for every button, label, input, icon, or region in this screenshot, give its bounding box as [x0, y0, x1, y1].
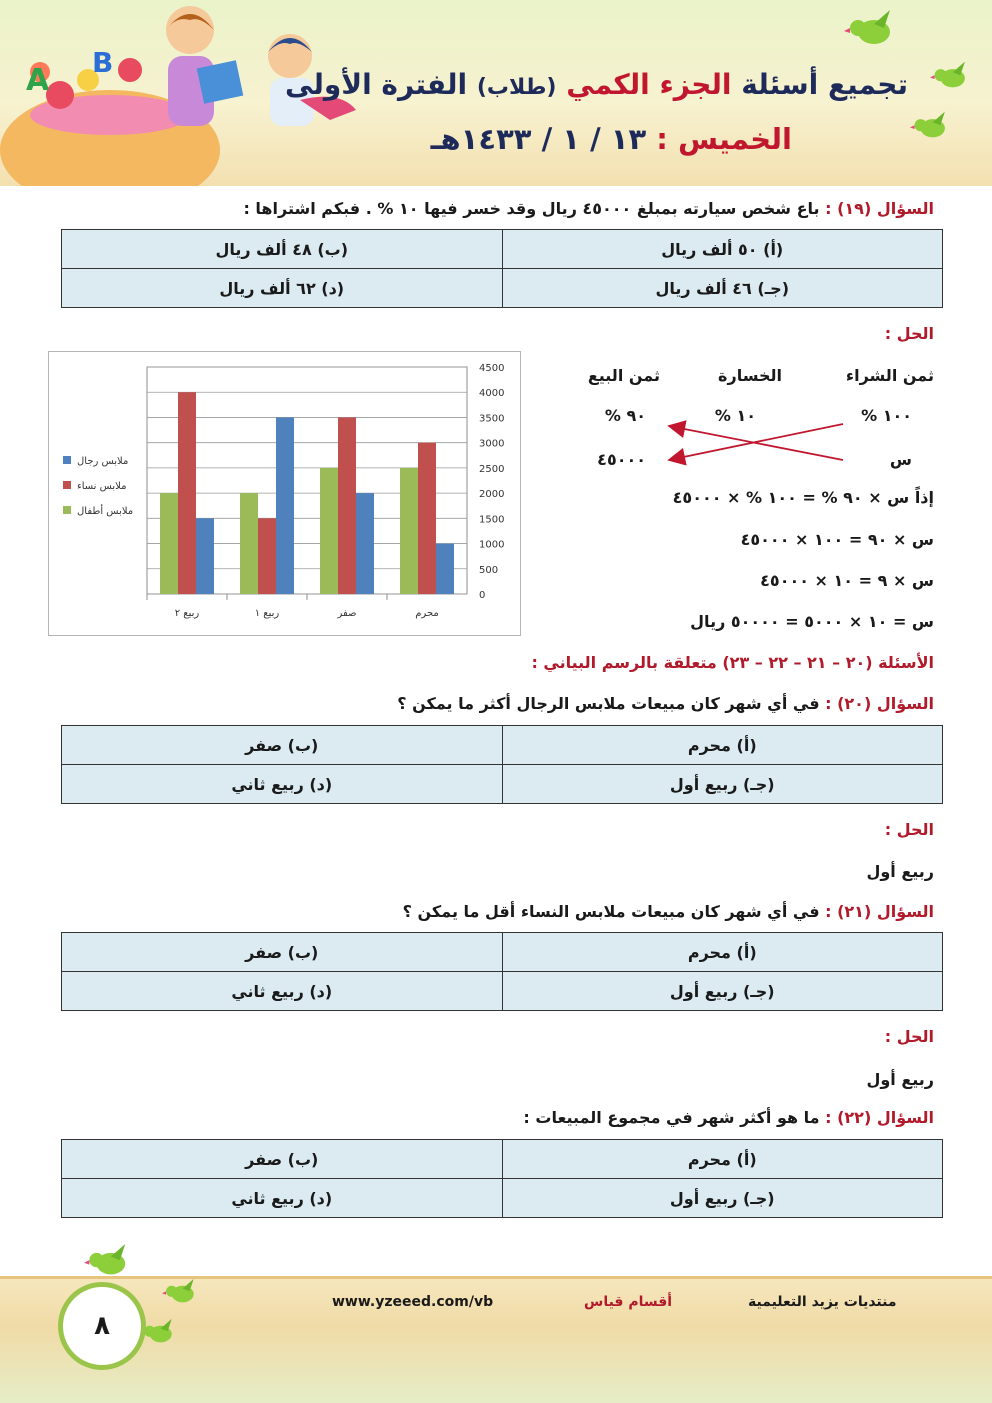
solution-label: الحل : — [884, 1027, 934, 1046]
page-date — [431, 122, 792, 156]
y-tick-label: 4000 — [479, 388, 505, 400]
bar — [240, 493, 258, 594]
legend-swatch — [63, 456, 71, 464]
question-text: باع شخص سيارته بمبلغ ٤٥٠٠٠ ريال وقد خسر فيها ١٠ % . فبكم اشتراها : — [243, 199, 820, 218]
question-22 — [523, 1108, 934, 1127]
title-part1: تجميع أسئلة — [741, 68, 908, 101]
option-b[interactable]: (ب) ٤٨ ألف ريال — [62, 230, 503, 269]
solution-line-4: س = ١٠ × ٥٠٠٠ = ٥٠٠٠٠ ريال — [690, 612, 934, 631]
question-text: في أي شهر كان مبيعات ملابس الرجال أكثر ما يمكن ؟ — [397, 694, 820, 713]
cross-multiply-arrows — [655, 418, 855, 466]
row1-sell: ٩٠ % — [604, 406, 646, 425]
bar — [320, 468, 338, 594]
row1-buy: ١٠٠ % — [861, 406, 912, 425]
col-loss-header: الخسارة — [718, 366, 782, 385]
option-c[interactable]: (جـ) ربيع أول — [502, 1179, 943, 1218]
date-day: الخميس — [677, 122, 792, 156]
solution-label: الحل : — [884, 324, 934, 343]
options-table-q20 — [61, 725, 943, 804]
green-bird-icon — [910, 108, 954, 144]
bar — [436, 544, 454, 594]
legend-label: ملابس نساء — [77, 481, 127, 492]
svg-text:A: A — [26, 63, 50, 98]
question-text: في أي شهر كان مبيعات ملابس النساء أقل ما يمكن ؟ — [402, 902, 820, 921]
legend-label: ملابس أطفال — [77, 506, 134, 517]
option-d[interactable]: (د) ربيع ثاني — [62, 1179, 503, 1218]
row2-buy: س — [889, 450, 912, 469]
option-b[interactable]: (ب) صفر — [62, 726, 503, 765]
y-tick-label: 4500 — [479, 363, 505, 374]
question-21 — [403, 902, 934, 921]
bar — [276, 417, 294, 594]
bar — [418, 443, 436, 594]
green-bird-icon — [140, 1316, 180, 1348]
solution-label: الحل : — [884, 820, 934, 839]
option-c[interactable]: (جـ) ٤٦ ألف ريال — [502, 269, 943, 308]
green-bird-icon — [162, 1276, 202, 1308]
option-a[interactable]: (أ) ٥٠ ألف ريال — [502, 230, 943, 269]
green-bird-icon — [84, 1240, 136, 1282]
x-tick-label: محرم — [415, 608, 439, 619]
title-period: الفترة الأولى — [284, 68, 468, 101]
title-highlight: الجزء الكمي — [566, 68, 732, 101]
option-b[interactable]: (ب) صفر — [62, 1140, 503, 1179]
x-tick-label: ربيع ٢ — [174, 608, 200, 619]
y-tick-label: 2500 — [479, 463, 505, 475]
option-d[interactable]: (د) ربيع ثاني — [62, 765, 503, 804]
option-a[interactable]: (أ) محرم — [502, 1140, 943, 1179]
options-table-q21 — [61, 932, 943, 1011]
option-d[interactable]: (د) ٦٢ ألف ريال — [62, 269, 503, 308]
question-label: السؤال (٢١) : — [825, 902, 934, 921]
sales-bar-chart — [48, 351, 521, 636]
solution-line-3: س × ٩ = ١٠ × ٤٥٠٠٠ — [760, 571, 934, 590]
footer-forum-name: منتديات يزيد التعليمية — [748, 1294, 897, 1310]
x-tick-label: ربيع ١ — [254, 608, 280, 619]
green-bird-icon — [844, 6, 902, 52]
footer-website[interactable]: www.yzeeed.com/vb — [332, 1294, 494, 1310]
legend-label: ملابس رجال — [77, 456, 129, 467]
question-20 — [397, 694, 934, 713]
y-tick-label: 3500 — [479, 413, 505, 425]
question-label: السؤال (٢٠) : — [825, 694, 934, 713]
page-header — [0, 0, 992, 186]
option-d[interactable]: (د) ربيع ثاني — [62, 972, 503, 1011]
option-a[interactable]: (أ) محرم — [502, 726, 943, 765]
question-label: السؤال (٢٢) : — [825, 1108, 934, 1127]
option-c[interactable]: (جـ) ربيع أول — [502, 972, 943, 1011]
footer-divider — [0, 1276, 992, 1279]
page-number: ٨ — [94, 1311, 110, 1341]
options-table-q22 — [61, 1139, 943, 1218]
legend-swatch — [63, 506, 71, 514]
solution-line-1: إذاً س × ٩٠ % = ١٠٠ % × ٤٥٠٠٠ — [672, 488, 934, 507]
y-tick-label: 2000 — [479, 489, 505, 501]
y-tick-label: 1500 — [479, 514, 505, 526]
option-b[interactable]: (ب) صفر — [62, 933, 503, 972]
bar — [400, 468, 418, 594]
y-tick-label: 3000 — [479, 438, 505, 450]
chart-section-title: الأسئلة (٢٠ – ٢١ – ٢٢ – ٢٣) متعلقة بالرسم البياني : — [531, 653, 934, 672]
option-c[interactable]: (جـ) ربيع أول — [502, 765, 943, 804]
svg-text:B: B — [92, 46, 114, 79]
bar — [258, 518, 276, 594]
question-text: ما هو أكثر شهر في مجموع المبيعات : — [523, 1108, 820, 1127]
question-19 — [243, 199, 934, 218]
bar — [178, 392, 196, 594]
row2-sell: ٤٥٠٠٠ — [597, 450, 646, 469]
col-sell-header: ثمن البيع — [587, 366, 660, 385]
page-title — [285, 68, 908, 101]
y-tick-label: 0 — [479, 590, 486, 601]
bar — [196, 518, 214, 594]
answer-q20: ربيع أول — [866, 862, 934, 881]
bar — [338, 417, 356, 594]
date-separator: : — [646, 122, 678, 156]
col-buy-header: ثمن الشراء — [845, 366, 934, 385]
footer-section: أقسام قياس — [584, 1294, 673, 1310]
solution-line-2: س × ٩٠ = ١٠٠ × ٤٥٠٠٠ — [740, 530, 934, 549]
y-tick-label: 500 — [479, 564, 499, 576]
answer-q21: ربيع أول — [866, 1070, 934, 1089]
green-bird-icon — [930, 58, 974, 94]
chart-canvas — [49, 352, 520, 635]
bar — [356, 493, 374, 594]
y-tick-label: 1000 — [479, 539, 505, 551]
options-table-q19 — [61, 229, 943, 308]
x-tick-label: صفر — [337, 608, 357, 619]
legend-swatch — [63, 481, 71, 489]
page-number-badge — [58, 1282, 146, 1370]
row1-loss: ١٠ % — [714, 406, 756, 425]
title-students: (طلاب) — [476, 75, 557, 100]
question-label: السؤال (١٩) : — [825, 199, 934, 218]
option-a[interactable]: (أ) محرم — [502, 933, 943, 972]
date-value: ١٣ / ١ / ١٤٣٣هـ — [430, 122, 647, 156]
bar — [160, 493, 178, 594]
